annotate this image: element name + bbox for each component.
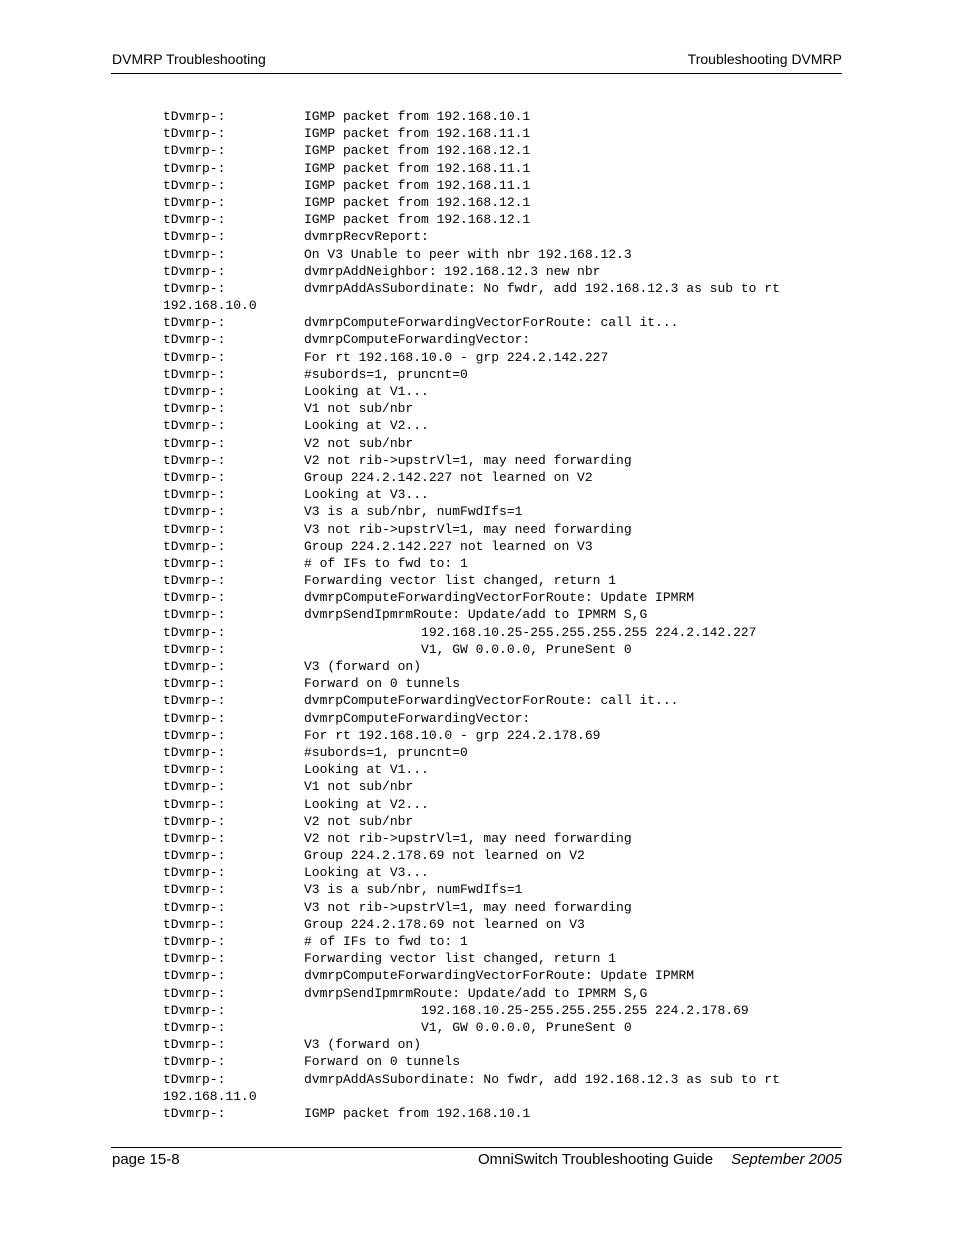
code-line-text: On V3 Unable to peer with nbr 192.168.12.3 — [304, 246, 632, 262]
code-line — [163, 606, 843, 623]
code-line — [163, 469, 843, 486]
code-line-text: Group 224.2.178.69 not learned on V2 — [304, 848, 585, 864]
code-line — [163, 521, 843, 538]
code-line-text: 192.168.10.25-255.255.255.255 224.2.178.69 — [304, 1002, 749, 1018]
footer-rule — [111, 1147, 842, 1148]
code-line-text: V2 not sub/nbr — [304, 813, 414, 829]
code-line-text: 192.168.10.0 — [163, 298, 257, 314]
code-line-label: tDvmrp-: — [163, 727, 226, 743]
code-line — [163, 830, 843, 847]
code-line — [163, 881, 843, 898]
code-line — [163, 280, 843, 297]
code-line-text: V1 not sub/nbr — [304, 401, 414, 417]
code-line-text: IGMP packet from 192.168.12.1 — [304, 194, 531, 210]
code-line-text: dvmrpComputeForwardingVector: — [304, 332, 531, 348]
code-listing — [163, 108, 843, 1122]
code-line-text: Looking at V1... — [304, 384, 429, 399]
code-line — [163, 314, 843, 331]
code-line-label: tDvmrp-: — [163, 1019, 226, 1035]
code-line-text: # of IFs to fwd to: 1 — [304, 934, 468, 949]
code-line-label: tDvmrp-: — [163, 246, 226, 262]
code-line-label: tDvmrp-: — [163, 384, 226, 399]
code-line — [163, 933, 843, 950]
running-header-left: DVMRP Troubleshooting — [112, 51, 266, 67]
code-line — [163, 555, 843, 572]
code-line — [163, 366, 843, 383]
code-line — [163, 796, 843, 813]
code-line — [163, 744, 843, 761]
code-line — [163, 710, 843, 727]
code-line-text: IGMP packet from 192.168.11.1 — [304, 126, 531, 142]
code-line — [163, 194, 843, 211]
code-line-text: V2 not rib->upstrVl=1, may need forwarding — [304, 830, 632, 846]
code-line-label: tDvmrp-: — [163, 229, 226, 245]
code-line-label: tDvmrp-: — [163, 109, 226, 124]
code-line-text: V3 not rib->upstrVl=1, may need forwarding — [304, 521, 632, 537]
header-rule — [111, 73, 842, 74]
code-line-text: dvmrpSendIpmrmRoute: Update/add to IPMRM S,G — [304, 985, 648, 1001]
code-line — [163, 967, 843, 984]
code-line — [163, 417, 843, 434]
code-line — [163, 331, 843, 348]
code-line-text: Group 224.2.142.227 not learned on V2 — [304, 469, 593, 485]
code-line — [163, 1105, 843, 1122]
code-line-text: dvmrpSendIpmrmRoute: Update/add to IPMRM S,G — [304, 607, 648, 623]
code-line — [163, 985, 843, 1002]
code-line — [163, 589, 843, 606]
code-line-label: tDvmrp-: — [163, 744, 226, 760]
publication-date: September 2005 — [731, 1151, 842, 1168]
code-line-text: Looking at V2... — [304, 796, 429, 812]
code-line-label: tDvmrp-: — [163, 280, 226, 296]
code-line-label: tDvmrp-: — [163, 607, 226, 623]
code-line-text: V1, GW 0.0.0.0, PruneSent 0 — [304, 1019, 632, 1035]
running-header-right: Troubleshooting DVMRP — [687, 51, 842, 67]
page-number: page 15-8 — [112, 1151, 180, 1168]
code-line — [163, 1071, 843, 1088]
code-line-label: tDvmrp-: — [163, 693, 226, 709]
code-line-label: tDvmrp-: — [163, 830, 226, 846]
code-line-label: tDvmrp-: — [163, 504, 226, 520]
code-line-label: tDvmrp-: — [163, 555, 226, 571]
code-line-text: IGMP packet from 192.168.11.1 — [304, 160, 531, 176]
code-line-label: tDvmrp-: — [163, 762, 226, 778]
code-line — [163, 177, 843, 194]
code-line-label: tDvmrp-: — [163, 212, 226, 228]
code-line — [163, 641, 843, 658]
code-line-label: tDvmrp-: — [163, 934, 226, 949]
code-line-text: For rt 192.168.10.0 - grp 224.2.178.69 — [304, 727, 601, 743]
code-line-text: dvmrpComputeForwardingVectorForRoute: call it... — [304, 693, 679, 709]
code-line-label: tDvmrp-: — [163, 624, 226, 640]
code-line-label: tDvmrp-: — [163, 659, 226, 674]
code-line-text: V2 not rib->upstrVl=1, may need forwarding — [304, 452, 632, 468]
code-line — [163, 263, 843, 280]
code-line-label: tDvmrp-: — [163, 710, 226, 726]
code-line — [163, 675, 843, 692]
code-line — [163, 486, 843, 503]
code-line — [163, 125, 843, 142]
code-line-label: tDvmrp-: — [163, 349, 226, 365]
code-line-label: tDvmrp-: — [163, 951, 226, 967]
code-line-label: tDvmrp-: — [163, 315, 226, 331]
code-line-text: dvmrpAddNeighbor: 192.168.12.3 new nbr — [304, 263, 601, 279]
code-line-label: tDvmrp-: — [163, 538, 226, 554]
code-line — [163, 383, 843, 400]
code-line-text: IGMP packet from 192.168.11.1 — [304, 177, 531, 193]
code-line-label: tDvmrp-: — [163, 916, 226, 932]
code-line — [163, 727, 843, 744]
code-line-text: dvmrpComputeForwardingVectorForRoute: Update IPMRM — [304, 590, 695, 606]
code-line-text: V3 is a sub/nbr, numFwdIfs=1 — [304, 882, 523, 898]
code-line — [163, 108, 843, 125]
code-line-text: V1, GW 0.0.0.0, PruneSent 0 — [304, 641, 632, 657]
code-line-text: Forwarding vector list changed, return 1 — [304, 951, 617, 967]
code-line — [163, 1088, 843, 1105]
code-line-text: V3 is a sub/nbr, numFwdIfs=1 — [304, 504, 523, 520]
code-line-text: dvmrpRecvReport: — [304, 229, 429, 245]
code-line-label: tDvmrp-: — [163, 452, 226, 468]
code-line — [163, 211, 843, 228]
code-line — [163, 692, 843, 709]
code-line — [163, 778, 843, 795]
code-line-text: V3 not rib->upstrVl=1, may need forwarding — [304, 899, 632, 915]
code-line-text: dvmrpAddAsSubordinate: No fwdr, add 192.168.12.3 as sub to rt — [304, 280, 780, 296]
code-line-text: dvmrpComputeForwardingVectorForRoute: Update IPMRM — [304, 968, 695, 984]
code-line-label: tDvmrp-: — [163, 401, 226, 417]
code-line-text: Group 224.2.178.69 not learned on V3 — [304, 916, 585, 932]
code-line-label: tDvmrp-: — [163, 813, 226, 829]
code-line-label: tDvmrp-: — [163, 882, 226, 898]
code-line — [163, 572, 843, 589]
code-line-label: tDvmrp-: — [163, 418, 226, 434]
code-line-text: IGMP packet from 192.168.12.1 — [304, 212, 531, 228]
code-line-text: Forwarding vector list changed, return 1 — [304, 573, 617, 589]
code-line-label: tDvmrp-: — [163, 194, 226, 210]
code-line-text: Looking at V2... — [304, 418, 429, 434]
code-line-text: V2 not sub/nbr — [304, 435, 414, 451]
code-line-label: tDvmrp-: — [163, 263, 226, 279]
code-line — [163, 503, 843, 520]
code-line — [163, 435, 843, 452]
code-line — [163, 246, 843, 263]
code-line — [163, 400, 843, 417]
code-line-text: V1 not sub/nbr — [304, 779, 414, 795]
code-line-label: tDvmrp-: — [163, 487, 226, 503]
code-line-text: Forward on 0 tunnels — [304, 676, 461, 692]
code-line — [163, 349, 843, 366]
code-line-label: tDvmrp-: — [163, 796, 226, 812]
code-line-label: tDvmrp-: — [163, 573, 226, 589]
code-line-label: tDvmrp-: — [163, 160, 226, 176]
code-line-text: V3 (forward on) — [304, 659, 422, 674]
code-line-label: tDvmrp-: — [163, 1037, 226, 1053]
code-line-label: tDvmrp-: — [163, 899, 226, 915]
code-line-label: tDvmrp-: — [163, 366, 226, 382]
code-line — [163, 950, 843, 967]
code-line-text: # of IFs to fwd to: 1 — [304, 555, 468, 571]
code-line — [163, 538, 843, 555]
code-line — [163, 658, 843, 675]
code-line — [163, 899, 843, 916]
code-line — [163, 297, 843, 314]
code-line — [163, 864, 843, 881]
code-line-text: dvmrpAddAsSubordinate: No fwdr, add 192.168.12.3 as sub to rt — [304, 1071, 780, 1087]
code-line — [163, 1053, 843, 1070]
code-line-text: dvmrpComputeForwardingVectorForRoute: call it... — [304, 315, 679, 331]
code-line-text: IGMP packet from 192.168.10.1 — [304, 1105, 531, 1121]
code-line-label: tDvmrp-: — [163, 177, 226, 193]
code-line-label: tDvmrp-: — [163, 676, 226, 692]
code-line — [163, 228, 843, 245]
code-line — [163, 160, 843, 177]
code-line — [163, 1036, 843, 1053]
code-line-text: #subords=1, pruncnt=0 — [304, 366, 468, 382]
code-line — [163, 916, 843, 933]
code-line — [163, 847, 843, 864]
code-line-text: Looking at V3... — [304, 865, 429, 881]
code-line-text: Looking at V3... — [304, 487, 429, 503]
code-line-text: #subords=1, pruncnt=0 — [304, 744, 468, 760]
code-line-label: tDvmrp-: — [163, 865, 226, 881]
code-line-text: IGMP packet from 192.168.10.1 — [304, 109, 531, 124]
code-line-label: tDvmrp-: — [163, 435, 226, 451]
code-line-label: tDvmrp-: — [163, 641, 226, 657]
code-line — [163, 1002, 843, 1019]
guide-title: OmniSwitch Troubleshooting Guide — [477, 1151, 714, 1168]
code-line — [163, 1019, 843, 1036]
code-line-text: For rt 192.168.10.0 - grp 224.2.142.227 — [304, 349, 609, 365]
code-line-label: tDvmrp-: — [163, 590, 226, 606]
code-line-text: V3 (forward on) — [304, 1037, 422, 1053]
code-line — [163, 813, 843, 830]
code-line — [163, 624, 843, 641]
code-line-label: tDvmrp-: — [163, 469, 226, 485]
code-line-label: tDvmrp-: — [163, 1002, 226, 1018]
footer-right — [478, 1151, 842, 1168]
code-line-text: IGMP packet from 192.168.12.1 — [304, 143, 531, 159]
code-line-text: 192.168.11.0 — [163, 1088, 257, 1104]
code-line-text: Forward on 0 tunnels — [304, 1054, 461, 1070]
code-line-label: tDvmrp-: — [163, 1054, 226, 1070]
code-line-label: tDvmrp-: — [163, 126, 226, 142]
code-line-text: Looking at V1... — [304, 762, 429, 778]
code-line-label: tDvmrp-: — [163, 1071, 226, 1087]
code-line-label: tDvmrp-: — [163, 143, 226, 159]
code-line — [163, 761, 843, 778]
code-line-text: 192.168.10.25-255.255.255.255 224.2.142.227 — [304, 624, 757, 640]
code-line-label: tDvmrp-: — [163, 848, 226, 864]
code-line-text: dvmrpComputeForwardingVector: — [304, 710, 531, 726]
code-line-label: tDvmrp-: — [163, 332, 226, 348]
code-line — [163, 452, 843, 469]
code-line-text: Group 224.2.142.227 not learned on V3 — [304, 538, 593, 554]
code-line — [163, 142, 843, 159]
code-line-label: tDvmrp-: — [163, 985, 226, 1001]
code-line-label: tDvmrp-: — [163, 968, 226, 984]
code-line-label: tDvmrp-: — [163, 779, 226, 795]
code-line-label: tDvmrp-: — [163, 1105, 226, 1121]
code-line-label: tDvmrp-: — [163, 521, 226, 537]
